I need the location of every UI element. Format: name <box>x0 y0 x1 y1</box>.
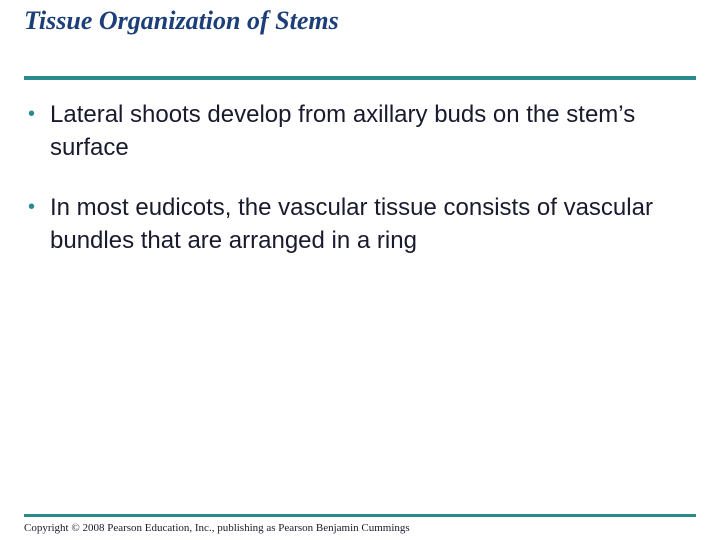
bullet-text: Lateral shoots develop from axillary buds on the stem’s surface <box>50 101 636 161</box>
bullet-text: In most eudicots, the vascular tissue consists of vascular bundles that are arranged in a ring <box>50 194 653 254</box>
bullet-item <box>28 98 688 164</box>
bullet-list <box>28 98 688 284</box>
bullet-marker: • <box>28 103 36 125</box>
copyright-notice: Copyright © 2008 Pearson Education, Inc., publishing as Pearson Benjamin Cummings <box>24 522 410 534</box>
bullet-marker: • <box>28 196 36 218</box>
slide-title: Tissue Organization of Stems <box>24 6 339 35</box>
bullet-item <box>28 191 688 257</box>
title-divider <box>24 76 696 80</box>
footer-divider <box>24 514 696 517</box>
